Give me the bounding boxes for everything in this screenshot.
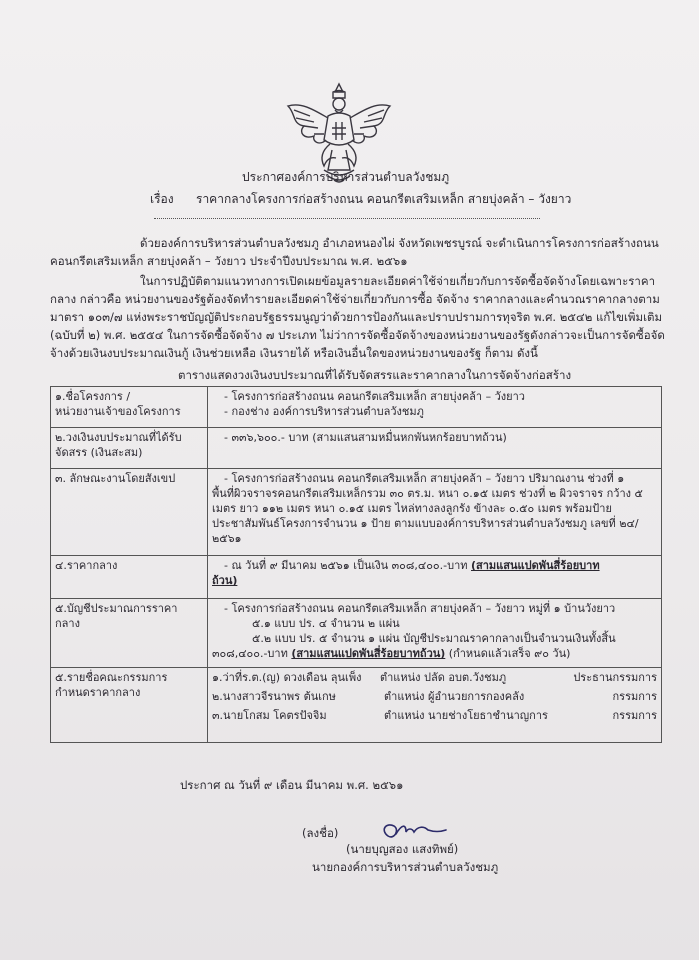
member-2-name: ๒.นางสาวจีรนาพร ต้นเกษ xyxy=(212,690,336,703)
table-row xyxy=(51,556,662,599)
row3-label: ๓. ลักษณะงานโดยสังเขป xyxy=(55,472,176,485)
table-row xyxy=(51,668,662,743)
paragraph-2-line-5: จ้างด้วยเงินงบประมาณเงินกู้ เงินช่วยเหลือ เงินรายได้ หรือเงินอื่นใดของหน่วยงานของรัฐ ก็ตาม ดังนี้ xyxy=(50,346,538,360)
table-cell-label xyxy=(51,668,208,743)
paragraph-1-line-1: ด้วยองค์การบริหารส่วนตำบลวังชมภู อำเภอหนองไผ่ จังหวัดเพชรบูรณ์ จะดำเนินการโครงการก่อสร้างถนน xyxy=(140,236,659,250)
paragraph-1-line-2: คอนกรีตเสริมเหล็ก สายบุ่งคล้า – วังยาว ประจำปีงบประมาณ พ.ศ. ๒๕๖๑ xyxy=(50,254,408,268)
table-cell-label xyxy=(51,556,208,599)
announce-date: ประกาศ ณ วันที่ ๙ เดือน มีนาคม พ.ศ. ๒๕๖๑ xyxy=(180,778,404,792)
member-1-name: ๑.ว่าที่ร.ต.(ญ) ดวงเดือน ลุนเพ็ง xyxy=(212,671,362,684)
row5-value-1: - โครงการก่อสร้างถนน คอนกรีตเสริมเหล็ก สายบุ่งคล้า – วังยาว หมู่ที่ ๑ บ้านวังยาว xyxy=(224,602,616,615)
table-cell-label xyxy=(51,599,208,668)
row5-value-4a: ๓๐๘,๔๐๐.-บาท xyxy=(212,647,292,660)
committee-member-2 xyxy=(212,689,657,704)
table-row xyxy=(51,387,662,428)
signed-label: (ลงชื่อ) xyxy=(302,826,339,840)
paragraph-2-line-4: (ฉบับที่ ๒) พ.ศ. ๒๕๕๔ ในการจัดซื้อจัดจ้าง ๗ ประเภท ไม่ว่าการจัดซื้อจัดจ้างของหน่วยงานของรัฐดังกล่าวจะเป็นการจัดซื้อจัด xyxy=(50,328,665,342)
row4-label: ๔.ราคากลาง xyxy=(55,559,118,572)
row3-value-2: พื้นที่ผิวจราจรคอนกรีตเสริมเหล็กรวม ๓๐ ตร.ม. หนา ๐.๑๕ เมตร ช่วงที่ ๒ ผิวจราจร กว้าง ๕ xyxy=(212,487,643,500)
table-cell-value xyxy=(208,469,662,556)
handwritten-signature-icon xyxy=(378,820,448,844)
paragraph-2-line-1: ในการปฏิบัติตามแนวทางการเปิดเผยข้อมูลรายละเอียดค่าใช้จ่ายเกี่ยวกับการจัดซื้อจัดจ้างโดยเฉพาะราคา xyxy=(140,274,656,288)
announcement-title: ประกาศองค์การบริหารส่วนตำบลวังชมภู xyxy=(242,170,450,184)
paragraph-2-line-3: มาตรา ๑๐๓/๗ แห่งพระราชบัญญัติประกอบรัฐธรรมนูญว่าด้วยการป้องกันและปราบปรามการทุจริต พ.ศ. ๒๕๔๒ แก้ไขเพิ่มเติม xyxy=(50,310,663,324)
member-1-role: ประธานกรรมการ xyxy=(573,671,657,684)
row2-label-2: จัดสรร (เงินสะสม) xyxy=(55,446,143,459)
table-row xyxy=(51,599,662,668)
divider xyxy=(154,218,540,219)
row3-value-3: เมตร ยาว ๑๑๒ เมตร หนา ๐.๑๕ เมตร ไหล่ทางลงลูกรัง ข้างละ ๐.๕๐ เมตร พร้อมป้าย xyxy=(212,502,612,515)
row1-value-2: - กองช่าง องค์การบริหารส่วนตำบลวังชมภู xyxy=(224,405,424,418)
signer-title: นายกองค์การบริหารส่วนตำบลวังชมภู xyxy=(312,860,499,874)
budget-table xyxy=(50,386,662,743)
subject-text: ราคากลางโครงการก่อสร้างถนน คอนกรีตเสริมเหล็ก สายบุ่งคล้า – วังยาว xyxy=(196,192,572,206)
table-row xyxy=(51,428,662,469)
row4-value-1a: - ณ วันที่ ๙ มีนาคม ๒๕๖๑ เป็นเงิน ๓๐๘,๔๐๐.-บาท xyxy=(224,559,472,572)
subject-label: เรื่อง xyxy=(150,192,174,206)
row5-label-1: ๕.บัญชีประมาณการราคา xyxy=(55,602,178,615)
member-2-role: กรรมการ xyxy=(612,690,657,703)
table-cell-value xyxy=(208,387,662,428)
row5-value-4c: (กำหนดแล้วเสร็จ ๙๐ วัน) xyxy=(445,647,571,660)
table-cell-value xyxy=(208,556,662,599)
row5-value-3: ๕.๒ แบบ ปร. ๕ จำนวน ๑ แผ่น บัญชีประมาณราคากลางเป็นจำนวนเงินทั้งสิ้น xyxy=(252,632,616,645)
table-caption: ตารางแสดงวงเงินงบประมาณที่ได้รับจัดสรรและราคากลางในการจัดจ้างก่อสร้าง xyxy=(178,368,572,382)
table-cell-value xyxy=(208,668,662,743)
paragraph-2-line-2: กลาง กล่าวคือ หน่วยงานของรัฐต้องจัดทำรายละเอียดค่าใช้จ่ายเกี่ยวกับการซื้อ จัดจ้าง ราคากลางและคำนวณราคากลางตาม xyxy=(50,292,660,306)
member-3-role: กรรมการ xyxy=(612,709,657,722)
member-1-position: ตำแหน่ง ปลัด อบต.วังชมภู xyxy=(379,671,507,684)
table-cell-label xyxy=(51,428,208,469)
signer-name: (นายบุญสอง แสงทิพย์) xyxy=(346,842,459,856)
committee-member-1 xyxy=(212,670,657,685)
row1-value-1: - โครงการก่อสร้างถนน คอนกรีตเสริมเหล็ก สายบุ่งคล้า – วังยาว xyxy=(224,390,525,403)
row5-value-4b: (สามแสนแปดพันสี่ร้อยบาทถ้วน) xyxy=(291,647,446,660)
row4-value-2: ถ้วน) xyxy=(212,574,238,587)
row1-label-1: ๑.ชื่อโครงการ / xyxy=(55,390,131,403)
row3-value-5: ๒๕๖๑ xyxy=(212,532,242,545)
table-cell-label xyxy=(51,469,208,556)
row3-value-1: - โครงการก่อสร้างถนน คอนกรีตเสริมเหล็ก สายบุ่งคล้า – วังยาว ปริมาณงาน ช่วงที่ ๑ xyxy=(224,472,625,485)
row5-label-2: กลาง xyxy=(55,617,80,630)
row4-value-1 xyxy=(212,558,657,573)
row2-value: - ๓๓๖,๖๐๐.- บาท (สามแสนสามหมื่นหกพันหกร้อยบาทถ้วน) xyxy=(224,431,507,444)
row4-value-1b: (สามแสนแปดพันสี่ร้อยบาท xyxy=(471,559,600,572)
table-row xyxy=(51,469,662,556)
row2-label-1: ๒.วงเงินงบประมาณที่ได้รับ xyxy=(55,431,182,444)
table-cell-label xyxy=(51,387,208,428)
row6-label-2: กำหนดราคากลาง xyxy=(55,686,141,699)
row5-value-4 xyxy=(212,646,657,661)
committee-member-3 xyxy=(212,708,657,723)
row5-value-2: ๕.๑ แบบ ปร. ๔ จำนวน ๒ แผ่น xyxy=(252,617,400,630)
member-3-position: ตำแหน่ง นายช่างโยธาชำนาญการ xyxy=(384,709,548,722)
member-2-position: ตำแหน่ง ผู้อำนวยการกองคลัง xyxy=(384,690,525,703)
row3-value-4: ประชาสัมพันธ์โครงการจำนวน ๑ ป้าย ตามแบบองค์การบริหารส่วนตำบลวังชมภู เลขที่ ๒๔/ xyxy=(212,517,639,530)
table-cell-value xyxy=(208,428,662,469)
member-3-name: ๓.นายโกสม โคตรปัจจิม xyxy=(212,709,327,722)
table-cell-value xyxy=(208,599,662,668)
row6-label-1: ๕.รายชื่อคณะกรรมการ xyxy=(55,671,168,684)
row1-label-2: หน่วยงานเจ้าของโครงการ xyxy=(55,405,181,418)
